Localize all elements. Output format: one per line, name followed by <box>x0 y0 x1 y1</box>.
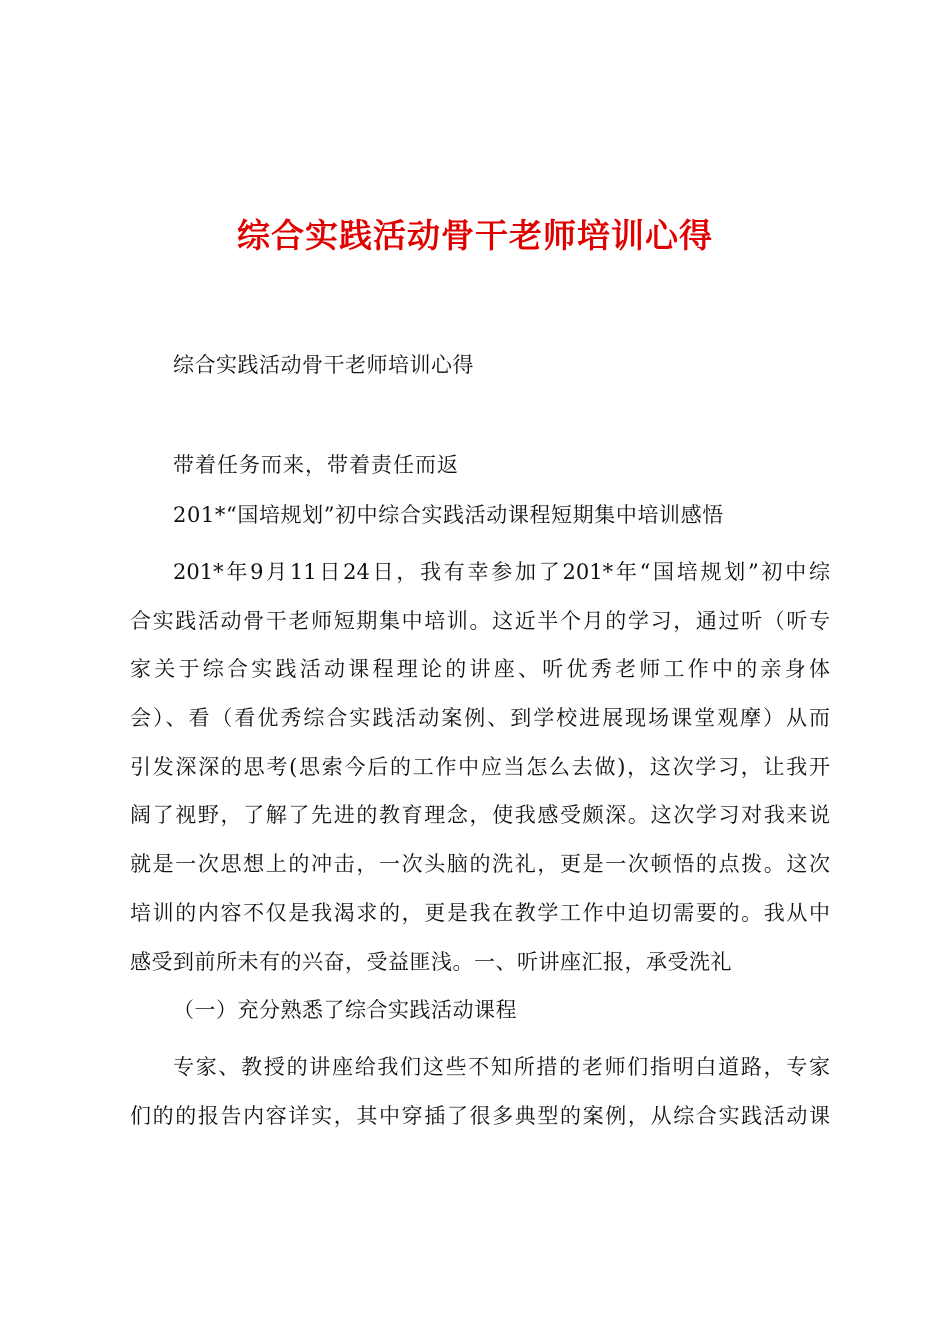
paragraph-line: 会）、看（看优秀综合实践活动案例、到学校进展现场课堂观摩）从而 <box>130 706 830 731</box>
paragraph-line: 阔了视野，了解了先进的教育理念，使我感受颇深。这次学习对我来说 <box>130 803 830 828</box>
paragraph-line: 专家、教授的讲座给我们这些不知所措的老师们指明白道路，专家 <box>173 1055 830 1079</box>
document-subtitle: 综合实践活动骨干老师培训心得 <box>173 353 474 377</box>
paragraph-line: 家关于综合实践活动课程理论的讲座、听优秀老师工作中的亲身体 <box>130 657 830 682</box>
paragraph-line: 感受到前所未有的兴奋，受益匪浅。一、听讲座汇报，承受洗礼 <box>130 949 732 974</box>
heading-line: 带着任务而来，带着责任而返 <box>173 453 459 477</box>
paragraph-line: 们的的报告内容详实，其中穿插了很多典型的案例，从综合实践活动课 <box>130 1103 830 1128</box>
paragraph-line: 培训的内容不仅是我渴求的，更是我在教学工作中迫切需要的。我从中 <box>130 900 830 925</box>
paragraph-1 <box>130 548 830 986</box>
paragraph-2 <box>130 1043 830 1140</box>
section-heading: （一）充分熟悉了综合实践活动课程 <box>173 998 517 1022</box>
paragraph-line: 引发深深的思考(思索今后的工作中应当怎么去做)，这次学习，让我开 <box>130 754 830 779</box>
heading-subline: 201*“国培规划”初中综合实践活动课程短期集中培训感悟 <box>173 503 724 527</box>
paragraph-line: 合实践活动骨干老师短期集中培训。这近半个月的学习，通过听（听专 <box>130 608 830 633</box>
paragraph-line: 就是一次思想上的冲击，一次头脑的洗礼，更是一次顿悟的点拨。这次 <box>130 852 830 877</box>
paragraph-line: 201*年9月11日24日，我有幸参加了201*年“国培规划”初中综 <box>173 560 830 584</box>
document-title: 综合实践活动骨干老师培训心得 <box>237 216 713 255</box>
